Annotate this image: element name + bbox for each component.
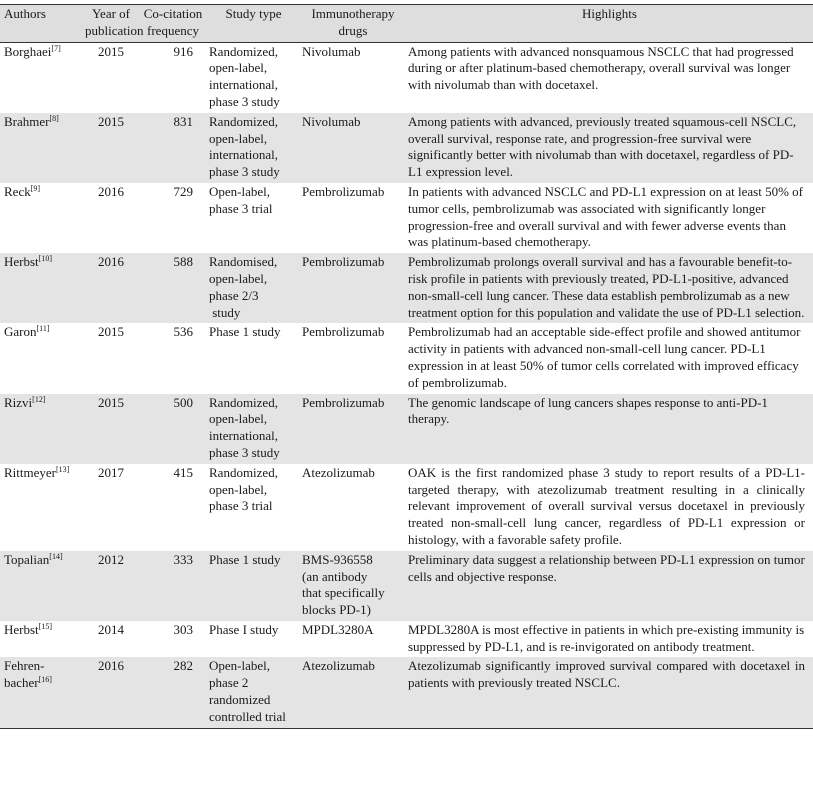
year-cell: 2015 — [98, 324, 124, 340]
study-type-cell — [207, 113, 300, 183]
study-type-cell — [207, 253, 300, 323]
author-cell — [0, 113, 83, 183]
year-cell: 2016 — [98, 183, 124, 199]
drug-line: Pembrolizumab — [302, 324, 385, 340]
header-highlights: Highlights — [582, 6, 637, 21]
year-cell: 2015 — [98, 43, 124, 59]
study-type-cell — [207, 621, 300, 658]
author-name: Topalian — [4, 551, 50, 567]
study-type-line: Randomized, — [209, 43, 278, 59]
study-type-line: study — [209, 304, 241, 320]
study-type-line: international, — [209, 77, 278, 93]
cocitation-frequency-cell: 415 — [173, 464, 193, 480]
header-cocitation: Co-citation frequency — [143, 6, 203, 38]
table-row — [0, 621, 813, 658]
study-type-line: phase 3 trial — [209, 200, 273, 216]
study-type-line: open-label, — [209, 481, 268, 497]
reference-number: [7] — [51, 43, 61, 53]
study-type-line: Open-label, — [209, 183, 271, 199]
drug-line: Atezolizumab — [302, 464, 375, 480]
drug-cell — [300, 42, 406, 113]
table-row — [0, 42, 813, 113]
author-cell — [0, 323, 83, 393]
highlight-cell: MPDL3280A is most effective in patients in which pre-existing immunity is suppressed by PD-L1, and is re-invigorated on antibody treatment. — [408, 621, 805, 654]
study-type-line: controlled trial — [209, 708, 286, 724]
reference-number: [10] — [38, 254, 52, 264]
study-type-cell — [207, 464, 300, 551]
author-cell — [0, 551, 83, 621]
drug-line: MPDL3280A — [302, 621, 374, 637]
drug-cell — [300, 183, 406, 253]
highlight-cell: Preliminary data suggest a relationship between PD-L1 expression on tumor cells and objective response. — [408, 551, 805, 584]
drug-line: Pembrolizumab — [302, 254, 385, 270]
study-type-line: Phase 1 study — [209, 324, 281, 340]
table-row — [0, 253, 813, 323]
highlight-cell: Pembrolizumab had an acceptable side-effect profile and showed antitumor activity in patients with advanced non-small-cell lung cancer. PD-L1 expression in at least 50% of tumor cells correlated with improved efficacy of pembrolizumab. — [408, 324, 801, 390]
year-cell: 2015 — [98, 394, 124, 410]
year-cell: 2016 — [98, 254, 124, 270]
drug-cell — [300, 621, 406, 658]
reference-number: [12] — [32, 394, 46, 404]
cocitation-frequency-cell: 729 — [173, 183, 193, 199]
drug-line: Nivolumab — [302, 113, 361, 129]
header-authors: Authors — [4, 6, 46, 21]
cocitation-frequency-cell: 303 — [173, 621, 193, 637]
header-year: Year of publication — [85, 6, 144, 38]
table-row — [0, 183, 813, 253]
drug-line: Nivolumab — [302, 43, 361, 59]
table-row — [0, 551, 813, 621]
year-cell: 2017 — [98, 464, 124, 480]
reference-number: [14] — [49, 551, 63, 561]
author-cell — [0, 183, 83, 253]
author-name: Fehren- bacher — [4, 658, 45, 691]
author-name: Reck — [4, 183, 31, 199]
highlight-cell: Pembrolizumab prolongs overall survival and has a favourable benefit-to-risk profile in patients with previously treated, PD-L1-positive, advanced non-small-cell lung cancer. These data establish pembrolizumab as a new treatment option for this population and validate the use of PD-L1 selection. — [408, 254, 805, 320]
drug-cell — [300, 464, 406, 551]
author-name: Herbst — [4, 621, 39, 637]
reference-number: [8] — [49, 113, 59, 123]
reference-number: [15] — [38, 621, 52, 631]
highlight-cell: Atezolizumab significantly improved survival compared with docetaxel in patients with previously treated NSCLC. — [408, 658, 805, 691]
drug-cell — [300, 657, 406, 728]
drug-cell — [300, 323, 406, 393]
drug-cell — [300, 394, 406, 464]
author-name: Brahmer — [4, 113, 50, 129]
drug-line: that specifically — [302, 585, 385, 601]
drug-line: blocks PD-1) — [302, 602, 371, 618]
drug-cell — [300, 253, 406, 323]
highlight-cell: OAK is the first randomized phase 3 study to report results of a PD-L1-targeted therapy, with atezolizumab treatment resulting in a clinically relevant improvement of overall survival versus docetaxel in previously treated non-small-cell lung cancer, regardless of PD-L1 expression or histology, with a favorable safety profile. — [408, 464, 805, 547]
study-type-line: open-label, — [209, 130, 268, 146]
study-type-line: Phase 1 study — [209, 551, 281, 567]
drug-line: Pembrolizumab — [302, 183, 385, 199]
cocitation-frequency-cell: 282 — [173, 658, 193, 674]
cocitation-frequency-cell: 588 — [173, 254, 193, 270]
highlight-cell: In patients with advanced NSCLC and PD-L1 expression on at least 50% of tumor cells, pembrolizumab was associated with significantly longer progression-free and overall survival and with fewer adverse events than was platinum-based chemotherapy. — [408, 183, 803, 250]
study-type-line: phase 2 — [209, 675, 249, 691]
author-name: Rittmeyer — [4, 464, 56, 480]
study-type-cell — [207, 394, 300, 464]
cocitation-frequency-cell: 500 — [173, 394, 193, 410]
reference-number: [9] — [30, 183, 41, 193]
cocitation-table — [0, 4, 813, 729]
drug-line: Pembrolizumab — [302, 394, 385, 410]
author-name: Rizvi — [4, 394, 33, 410]
study-type-line: phase 2/3 — [209, 287, 259, 303]
year-cell: 2015 — [98, 113, 124, 129]
cocitation-frequency-cell: 536 — [173, 324, 193, 340]
study-type-line: Randomized, — [209, 464, 278, 480]
study-type-line: phase 3 trial — [209, 498, 273, 514]
table-row — [0, 323, 813, 393]
cocitation-frequency-cell: 333 — [173, 551, 193, 567]
study-type-cell — [207, 657, 300, 728]
study-type-cell — [207, 42, 300, 113]
drug-line: (an antibody — [302, 568, 368, 584]
author-cell — [0, 621, 83, 658]
reference-number: [16] — [38, 675, 52, 685]
study-type-cell — [207, 551, 300, 621]
highlight-cell: Among patients with advanced, previously treated squamous-cell NSCLC, overall survival, response rate, and progression-free survival were significantly better with nivolumab than with docetaxel, regardless of PD-L1 expression level. — [408, 113, 797, 180]
author-name: Herbst — [4, 254, 39, 270]
study-type-line: international, — [209, 428, 278, 444]
highlight-cell: Among patients with advanced nonsquamous NSCLC that had progressed during or after platinum-based chemotherapy, overall survival was longer with nivolumab than with docetaxel. — [408, 43, 794, 93]
author-cell — [0, 394, 83, 464]
study-type-line: open-label, — [209, 270, 268, 286]
table-row — [0, 464, 813, 551]
author-name: Garon — [4, 324, 37, 340]
study-type-line: Randomized, — [209, 394, 278, 410]
year-cell: 2016 — [98, 658, 124, 674]
author-cell — [0, 253, 83, 323]
cocitation-frequency-cell: 831 — [173, 113, 193, 129]
highlight-cell: The genomic landscape of lung cancers shapes response to anti-PD-1 therapy. — [408, 394, 768, 427]
author-cell — [0, 657, 83, 728]
header-study-type: Study type — [225, 6, 282, 21]
study-type-line: randomized — [209, 692, 271, 708]
author-cell — [0, 42, 83, 113]
cocitation-frequency-cell: 916 — [173, 43, 193, 59]
table-row — [0, 657, 813, 728]
study-type-line: open-label, — [209, 60, 268, 76]
year-cell: 2012 — [98, 551, 124, 567]
header-row — [0, 5, 813, 43]
study-type-line: Randomized, — [209, 113, 278, 129]
reference-number: [13] — [56, 464, 70, 474]
study-type-line: phase 3 study — [209, 444, 280, 460]
study-type-cell — [207, 183, 300, 253]
study-type-line: Randomised, — [209, 254, 278, 270]
study-type-line: phase 3 study — [209, 164, 280, 180]
study-type-line: Open-label, — [209, 658, 271, 674]
table-row — [0, 113, 813, 183]
study-type-line: open-label, — [209, 411, 268, 427]
drug-cell — [300, 113, 406, 183]
reference-number: [11] — [36, 324, 50, 334]
drug-line: Atezolizumab — [302, 658, 375, 674]
study-type-cell — [207, 323, 300, 393]
header-drugs: Immunotherapy drugs — [311, 6, 395, 38]
author-name: Borghaei — [4, 43, 52, 59]
author-cell — [0, 464, 83, 551]
drug-line: BMS-936558 — [302, 551, 373, 567]
study-type-line: phase 3 study — [209, 93, 280, 109]
drug-cell — [300, 551, 406, 621]
table-row — [0, 394, 813, 464]
study-type-line: Phase I study — [209, 621, 279, 637]
study-type-line: international, — [209, 147, 278, 163]
year-cell: 2014 — [98, 621, 124, 637]
